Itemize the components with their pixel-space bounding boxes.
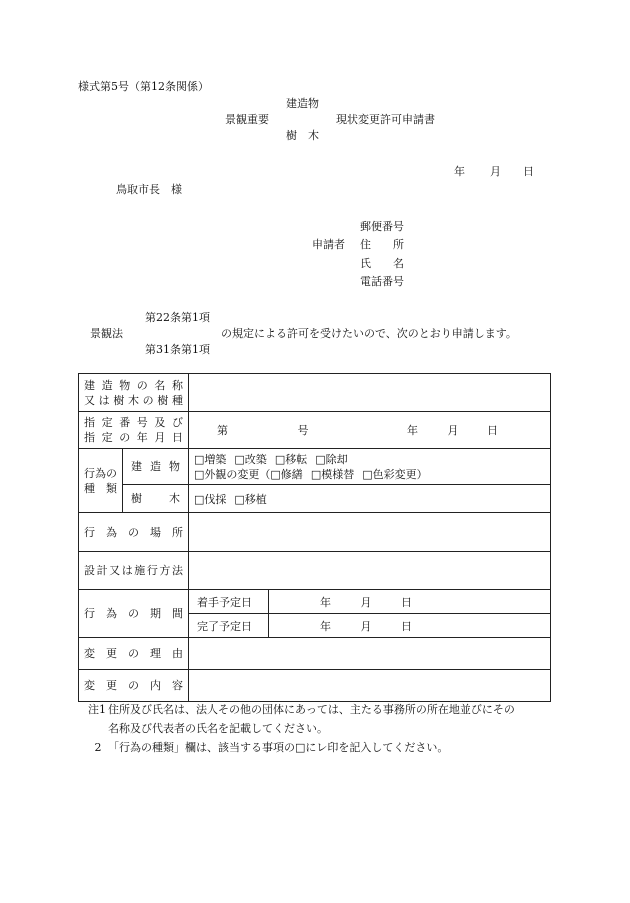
designation-day: 日 [487, 424, 498, 437]
note-1-line1: 住所及び氏名は、法人その他の団体にあっては、主たる事務所の所在地並びにその [108, 703, 515, 716]
option-removal[interactable]: □除却 [315, 452, 348, 466]
title-upper: 建造物 [286, 97, 319, 110]
label-type-line1: 行為の [84, 466, 117, 480]
statement-law: 景観法 [90, 327, 123, 340]
end-year: 年 [320, 619, 331, 633]
form-code: 様式第5号（第12条関係） [78, 80, 209, 93]
date-month: 月 [490, 165, 501, 178]
row-method [79, 552, 551, 590]
statement-lower: 第31条第1項 [145, 343, 210, 356]
applicant-name: 氏 名 [360, 257, 404, 270]
option-repair[interactable]: □修繕 [270, 467, 303, 481]
note-1-cont [88, 719, 558, 738]
option-exterior-prefix: □外観の変更（ [194, 467, 271, 481]
row-type-building [79, 449, 551, 485]
label-end-date: 完了予定日 [189, 614, 269, 638]
title-right: 現状変更許可申請書 [336, 113, 435, 126]
value-designation[interactable] [189, 412, 551, 449]
designation-dai: 第 [217, 424, 228, 437]
value-start-date[interactable] [269, 590, 551, 614]
applicant-address: 住 所 [360, 238, 404, 251]
option-relocation[interactable]: □移転 [274, 452, 308, 466]
option-extension[interactable]: □増築 [194, 452, 227, 466]
statement-text: の規定による許可を受けたいので、次のとおり申請します。 [221, 327, 517, 340]
note-1 [88, 700, 558, 719]
title-lower: 樹 木 [286, 129, 319, 142]
designation-month: 月 [447, 424, 459, 437]
end-day: 日 [401, 619, 412, 633]
option-felling[interactable]: □伐採 [194, 492, 227, 506]
label-type-tree: 樹 木 [123, 485, 189, 513]
label-type-line2: 種 類 [84, 481, 117, 495]
value-type-tree [189, 485, 551, 513]
label-name-line2: 又は樹木の樹種 [84, 393, 183, 407]
label-name [79, 374, 189, 412]
start-month: 月 [360, 595, 372, 609]
option-color-change[interactable]: □色彩変更 [362, 467, 417, 481]
application-table [78, 373, 551, 702]
label-content: 変更の内容 [79, 670, 189, 702]
row-reason [79, 638, 551, 670]
value-method[interactable] [189, 552, 551, 590]
row-type-tree [79, 485, 551, 513]
option-exterior-suffix: ） [416, 467, 428, 481]
applicant-postal: 郵便番号 [360, 220, 404, 233]
value-content[interactable] [189, 670, 551, 702]
label-place: 行為の場所 [79, 513, 189, 552]
applicant-heading: 申請者 [312, 238, 345, 251]
date-day: 日 [523, 165, 534, 178]
label-designation-line1: 指定番号及び [84, 416, 183, 429]
note-2-label: 2 [94, 741, 102, 754]
row-name [79, 374, 551, 412]
start-year: 年 [320, 595, 331, 609]
note-1-indent [88, 719, 108, 738]
label-period: 行為の期間 [79, 590, 189, 638]
addressee: 鳥取市長 様 [116, 183, 182, 196]
note-1-line2: 名称及び代表者の氏名を記載してください。 [108, 722, 328, 735]
label-reason: 変更の理由 [79, 638, 189, 670]
statement-upper: 第22条第1項 [145, 311, 210, 324]
notes [88, 700, 558, 757]
title-left: 景観重要 [225, 113, 269, 126]
label-method: 設計又は施行方法 [79, 552, 189, 590]
start-day: 日 [401, 595, 412, 609]
label-start-date: 着手予定日 [189, 590, 269, 614]
row-period-start [79, 590, 551, 614]
end-month: 月 [360, 619, 372, 633]
note-2 [88, 738, 558, 757]
option-reconstruction[interactable]: □改築 [234, 452, 267, 466]
date-year: 年 [454, 165, 465, 178]
value-place[interactable] [189, 513, 551, 552]
option-transplant[interactable]: □移植 [234, 492, 267, 506]
label-type-building: 建造物 [123, 449, 189, 485]
note-1-label: 注1 [88, 703, 106, 716]
designation-year: 年 [407, 424, 418, 437]
note-2-line1: 「行為の種類」欄は、該当する事項の□にレ印を記入してください。 [108, 741, 449, 754]
applicant-phone: 電話番号 [360, 275, 404, 288]
value-end-date[interactable] [269, 614, 551, 638]
row-place [79, 513, 551, 552]
label-designation [79, 412, 189, 449]
label-type [79, 449, 123, 513]
label-name-line1: 建造物の名称 [84, 378, 183, 392]
row-designation [79, 412, 551, 449]
value-reason[interactable] [189, 638, 551, 670]
label-designation-line2: 指定の年月日 [84, 431, 183, 444]
row-content [79, 670, 551, 702]
option-remodel[interactable]: □模様替 [310, 467, 355, 481]
value-name[interactable] [189, 374, 551, 412]
value-type-building [189, 449, 551, 485]
designation-go: 号 [297, 424, 309, 437]
